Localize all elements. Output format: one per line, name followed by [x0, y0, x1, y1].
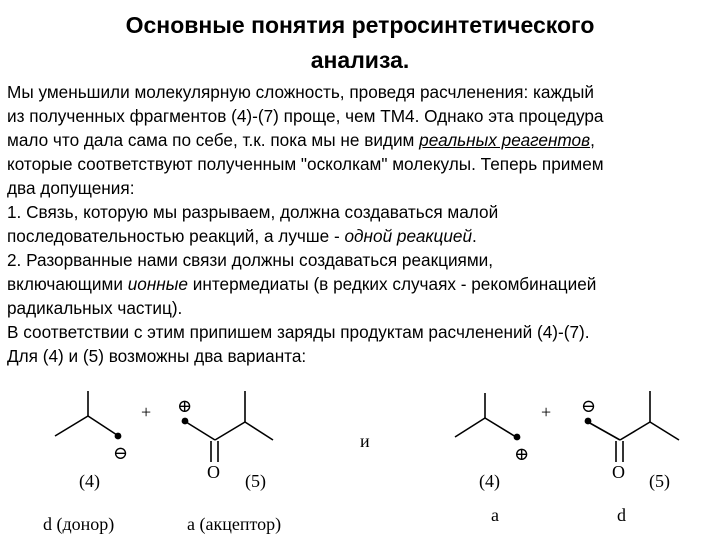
text-line-2: из полученных фрагментов (4)-(7) проще, чем ТМ4. Однако эта процедура [7, 106, 604, 126]
text-line-11: В соответствии с этим припишем заряды продуктам расчленений (4)-(7). [7, 322, 590, 342]
ionic-emphasis: ионные [127, 274, 188, 294]
title-line-2: анализа. [310, 47, 410, 73]
text-line-9a: включающими [7, 274, 128, 294]
text-line-12: Для (4) и (5) возможны два варианта: [7, 346, 307, 366]
donor-label: d (донор) [43, 514, 115, 534]
assumption-2: 2. Разорванные нами связи должны создаваться реакциями, [7, 250, 494, 270]
text-line-7c: . [472, 226, 477, 246]
reactive-center-dot [585, 418, 592, 425]
minus-charge-icon: ⊖ [113, 443, 129, 463]
one-reaction-emphasis: одной реакцией [344, 226, 473, 246]
plus-charge-icon: ⊕ [514, 444, 530, 464]
acyl-fragment-left [186, 391, 273, 462]
reaction-scheme [0, 380, 720, 540]
minus-charge-icon: ⊖ [581, 396, 597, 416]
body-text [7, 80, 717, 368]
text-line-9 [7, 272, 717, 296]
text-line-10: радикальных частиц). [7, 298, 183, 318]
acceptor-label: a (акцептор) [187, 514, 282, 534]
assumption-1: 1. Связь, которую мы разрываем, должна создаваться малой [7, 202, 499, 222]
oxygen-atom: O [207, 462, 220, 482]
text-line-1: Мы уменьшили молекулярную сложность, проведя расчленения: каждый [7, 82, 594, 102]
text-line-9c: интермедиаты (в редких случаях - рекомбинацией [187, 274, 597, 294]
plus-charge-icon: ⊕ [177, 396, 193, 416]
reactive-center-dot [115, 433, 122, 440]
and-connector: и [360, 431, 370, 451]
compound-label-5: (5) [245, 471, 266, 491]
plus-sign: + [141, 402, 152, 422]
slide-title [0, 8, 720, 78]
real-reagents-emphasis: реальных реагентов [419, 130, 591, 150]
text-line-7a: последовательностью реакций, а лучше - [7, 226, 345, 246]
title-line-1: Основные понятия ретросинтетического [125, 12, 595, 38]
text-line-7 [7, 224, 717, 248]
acceptor-label: a [491, 505, 499, 525]
text-line-3c: , [590, 130, 595, 150]
compound-label-4: (4) [79, 471, 100, 491]
text-line-4: которые соответствуют полученным "осколкам" молекулы. Теперь примем [7, 154, 604, 174]
text-line-3 [7, 128, 717, 152]
isopropyl-fragment-right [455, 393, 516, 437]
reactive-center-dot [182, 418, 189, 425]
acyl-fragment-right [588, 391, 679, 462]
plus-sign: + [541, 402, 552, 422]
oxygen-atom: O [612, 462, 625, 482]
text-line-3a: мало что дала сама по себе, т.к. пока мы не видим [7, 130, 420, 150]
isopropyl-fragment-left [55, 391, 117, 436]
compound-label-5: (5) [649, 471, 670, 491]
compound-label-4: (4) [479, 471, 500, 491]
reactive-center-dot [514, 434, 521, 441]
donor-label: d [617, 505, 626, 525]
text-line-5: два допущения: [7, 178, 135, 198]
